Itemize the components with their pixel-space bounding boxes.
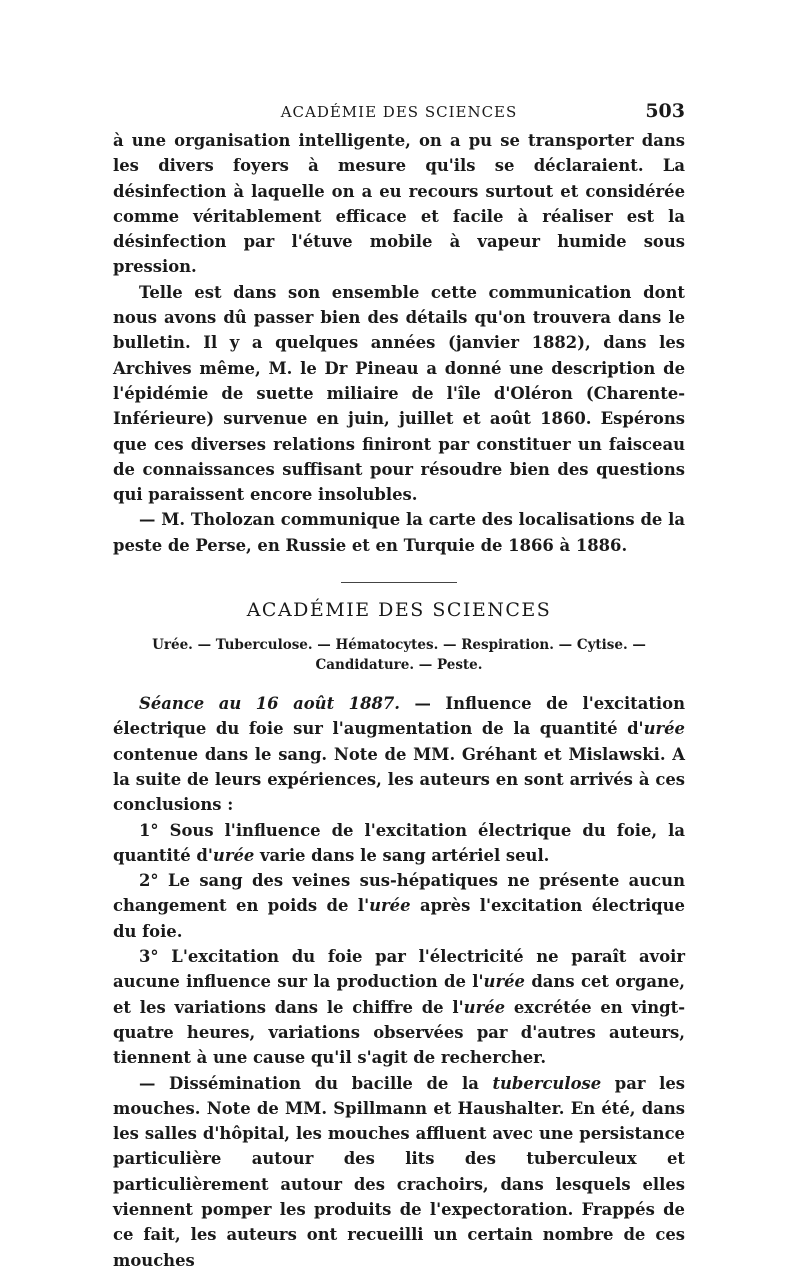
journal-page xyxy=(113,100,685,1273)
section-divider xyxy=(341,582,457,583)
section-summary: Urée. — Tuberculose. — Hématocytes. — Respiration. — Cytise. — Candidature. — Peste. xyxy=(152,637,646,674)
item2-text-a: 2° Le sang des veines sus-hépatiques ne présente aucun changement en poids de l' xyxy=(113,871,685,916)
section-title: ACADÉMIE DES SCIENCES xyxy=(246,599,552,622)
para5-text-a: — Dissémination du bacille de la xyxy=(139,1073,493,1093)
uree-term: urée xyxy=(643,719,685,739)
para5-text-b: par les mouches. Note de MM. Spillmann et Haushalter. En été, dans les salles d'hôpital, les mouches affluent avec une persistance particulière autour des lits des tuberculeux et particulièrement autour des crachoirs, dans lesquels elles viennent pomper les produits de l'expectoration. Frappés de ce fait, les auteurs ont recueilli un certain nombre de ces mouches xyxy=(113,1073,685,1270)
paragraph-communication-summary: Telle est dans son ensemble cette communication dont nous avons dû passer bien des détails qu'on trouvera dans le bulletin. Il y a quelques années (janvier 1882), dans les Archives même, M. le Dr Pineau a donné une description de l'épidémie de suette miliaire de l'île d'Oléron (Charente-Inférieure) survenue en juin, juillet et août 1860. Espérons que ces diverses relations finiront par constituer un faisceau de connaissances suffisant pour résoudre bien des questions qui paraissent encore insolubles. xyxy=(113,282,685,505)
seance-date: Séance au 16 août 1887. xyxy=(139,694,400,714)
item2-text-b: après l'excitation électrique du foie. xyxy=(113,896,685,941)
uree-term: urée xyxy=(463,997,506,1017)
seance-text-a: — Influence de l'excitation électrique du foie sur l'augmentation de la quantité d' xyxy=(113,694,686,739)
conclusion-item-2 xyxy=(113,868,685,944)
page-number: 503 xyxy=(645,100,685,122)
conclusion-item-1 xyxy=(113,818,685,869)
paragraph-tuberculose-mouches xyxy=(113,1071,685,1273)
uree-term: urée xyxy=(483,972,525,992)
item1-text-b: varie dans le sang artériel seul. xyxy=(254,845,550,865)
seance-text-b: contenue dans le sang. Note de MM. Gréhant et Mislawski. A la suite de leurs expériences, les auteurs en sont arrivés à ces conclusions : xyxy=(113,744,685,815)
paragraph-tholozan: — M. Tholozan communique la carte des localisations de la peste de Perse, en Russie et en Turquie de 1866 à 1886. xyxy=(113,510,685,555)
running-head-title: ACADÉMIE DES SCIENCES xyxy=(280,103,518,121)
item3-text-b: dans cet organe, et les variations dans le chiffre de l' xyxy=(113,972,685,1017)
paragraph-desinfection: à une organisation intelligente, on a pu se transporter dans les divers foyers à mesure qu'ils se déclaraient. La désinfection à laquelle on a eu recours surtout et considérée comme véritablement efficace et facile à réaliser est la désinfection par l'étuve mobile à vapeur humide sous pression. xyxy=(113,131,685,277)
conclusion-item-3 xyxy=(113,944,685,1070)
item3-text-c: excrétée en vingt-quatre heures, variations observées par d'autres auteurs, tiennent à une cause qu'il s'agit de rechercher. xyxy=(113,997,686,1068)
item3-text-a: 3° L'excitation du foie par l'électricité ne paraît avoir aucune influence sur la production de l' xyxy=(113,947,685,992)
running-head xyxy=(113,100,685,128)
item1-text-a: 1° Sous l'influence de l'excitation électrique du foie, la quantité d' xyxy=(113,820,685,865)
uree-term: urée xyxy=(212,845,255,865)
paragraph-seance-uree xyxy=(113,691,685,817)
uree-term: urée xyxy=(369,896,411,916)
tuberculose-term: tuberculose xyxy=(492,1073,602,1093)
